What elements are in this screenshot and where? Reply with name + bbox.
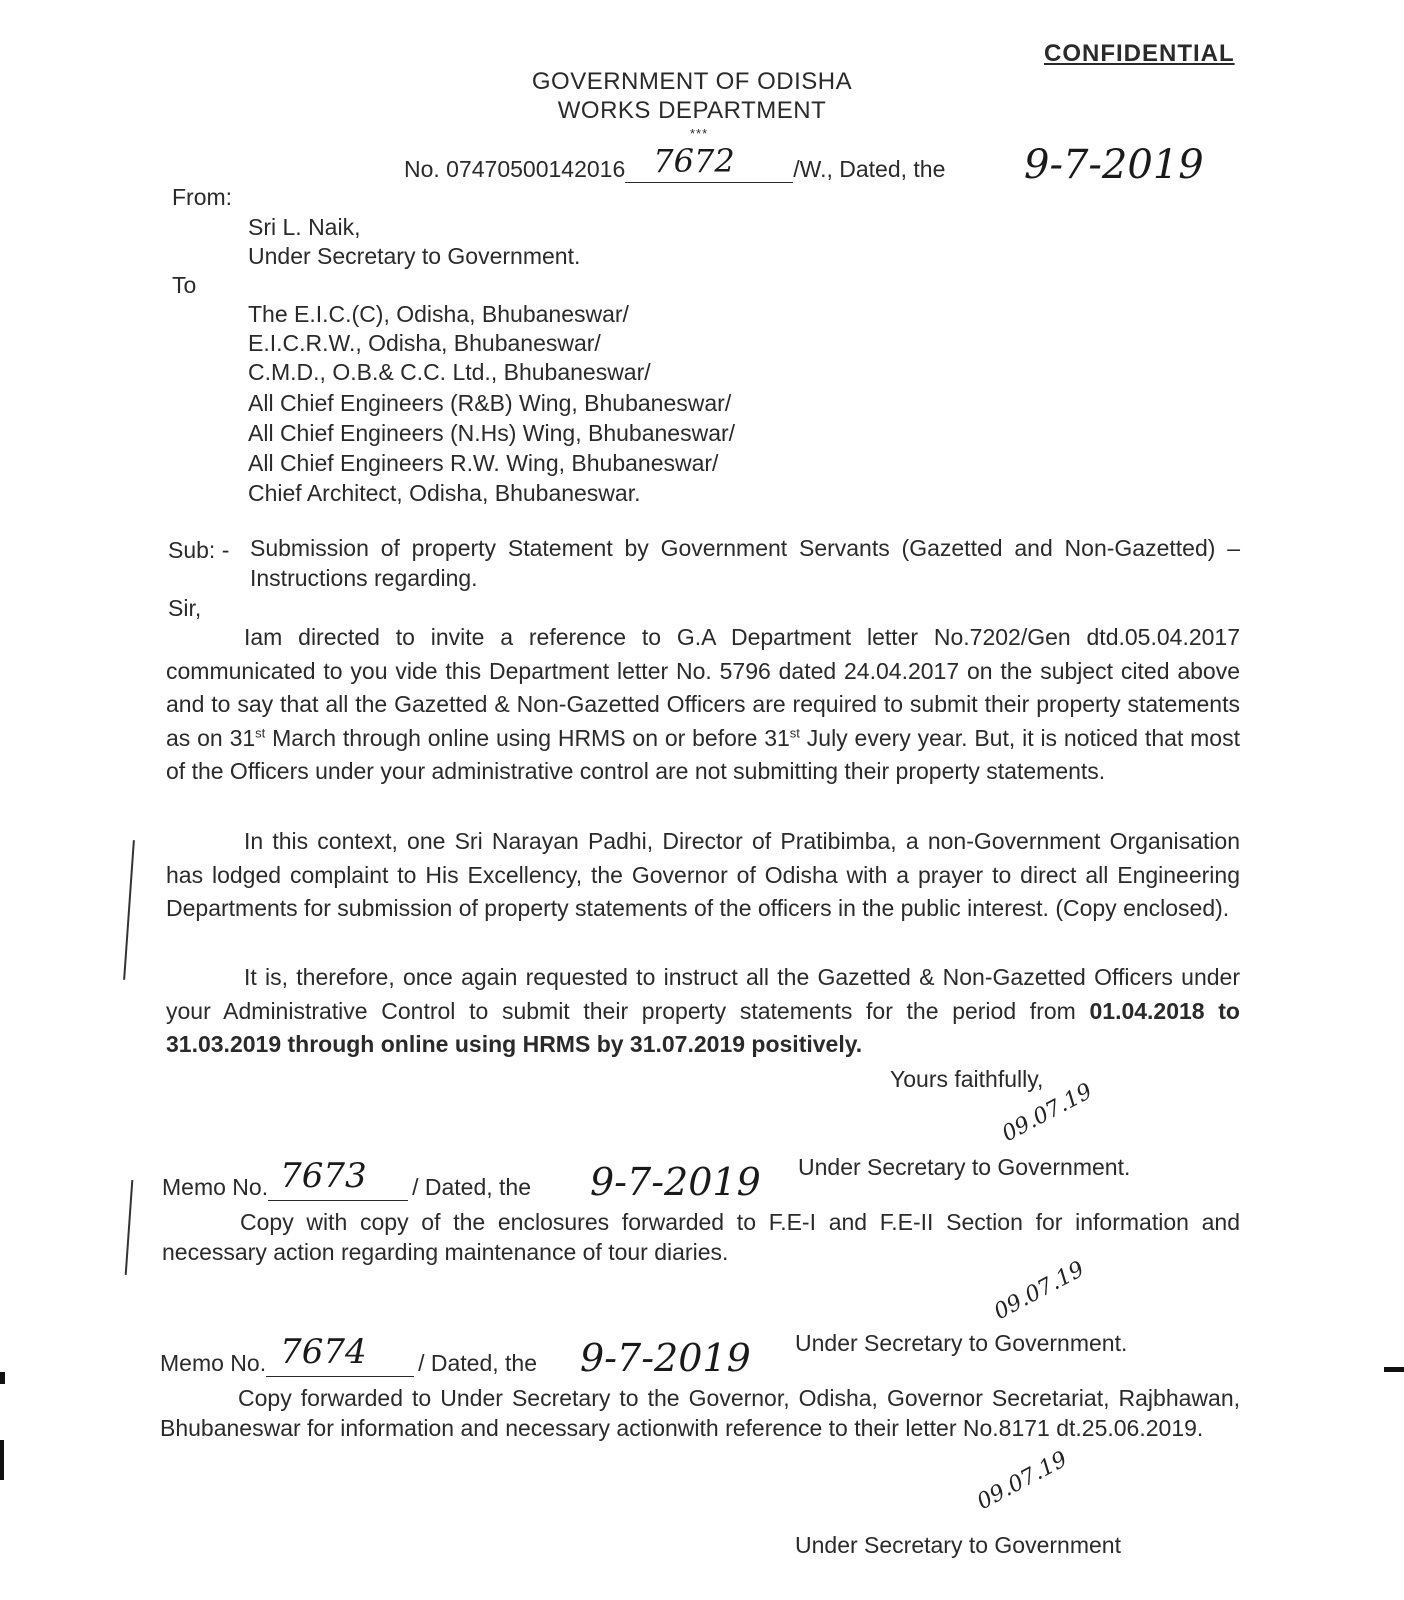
reference-suffix: /W., Dated, the <box>793 156 946 182</box>
margin-mark-2 <box>125 1180 134 1275</box>
edge-mark-left-2 <box>0 1440 4 1480</box>
body-paragraph-2: In this context, one Sri Narayan Padhi, Director of Pratibimba, a non-Government Organisation has lodged complaint to His Excellency, the Governor of Odisha with a prayer to direct all Engineering Departments for submission of property statements of the officers in the public interest. (Copy enclosed). <box>166 828 1240 921</box>
memo-2-dated-label: / Dated, the <box>418 1350 538 1376</box>
memo-1-date: 9-7-2019 <box>590 1160 761 1204</box>
body-paragraph-3: It is, therefore, once again requested to instruct all the Gazetted & Non-Gazetted Officers under your Administrative Control to submit their property statements for the period from 01.04.2018 to 31.03.2019 through online using HRMS by 31.07.2019 positively. <box>166 964 1240 1057</box>
signature-role-1: Under Secretary to Government. <box>798 1154 1131 1180</box>
memo-1-number: 7673 <box>280 1156 367 1196</box>
memo-1-dated-label: / Dated, the <box>412 1174 532 1200</box>
confidential-label: CONFIDENTIAL <box>1044 40 1235 67</box>
department-name: WORKS DEPARTMENT <box>557 97 827 124</box>
memo-2-number: 7674 <box>280 1332 367 1372</box>
signature-3: 09.07.19 <box>973 1446 1072 1515</box>
margin-mark-1 <box>123 840 135 980</box>
signature-role-final: Under Secretary to Government <box>795 1532 1121 1558</box>
government-name: GOVERNMENT OF ODISHA <box>531 68 853 95</box>
edge-mark-right <box>1384 1367 1404 1372</box>
recipient-3: C.M.D., O.B.& C.C. Ltd., Bhubaneswar/ <box>248 359 651 385</box>
subject-text: Submission of property Statement by Government Servants (Gazetted and Non-Gazetted) –Instructions regarding. <box>250 535 1240 591</box>
recipient-1: The E.I.C.(C), Odisha, Bhubaneswar/ <box>248 301 629 327</box>
salutation: Sir, <box>168 595 202 621</box>
signature-2: 09.07.19 <box>990 1256 1089 1325</box>
recipient-6: All Chief Engineers R.W. Wing, Bhubaneswar/ <box>248 450 719 476</box>
header-stars: *** <box>690 126 709 141</box>
to-label: To <box>172 272 197 298</box>
memo-2-prefix: Memo No. <box>160 1350 267 1376</box>
subject-label: Sub: - <box>168 537 230 563</box>
memo-1-line <box>162 1156 532 1201</box>
from-designation: Under Secretary to Government. <box>248 243 581 269</box>
memo-2-date: 9-7-2019 <box>580 1336 751 1380</box>
signature-1: 09.07.19 <box>998 1078 1097 1147</box>
recipient-2: E.I.C.R.W., Odisha, Bhubaneswar/ <box>248 330 601 356</box>
signature-role-2: Under Secretary to Government. <box>795 1330 1128 1356</box>
recipient-5: All Chief Engineers (N.Hs) Wing, Bhubaneswar/ <box>248 420 736 446</box>
memo-2-line <box>160 1332 538 1377</box>
body-paragraph-1: Iam directed to invite a reference to G.A Department letter No.7202/Gen dtd.05.04.2017 communicated to you vide this Department letter No. 5796 dated 24.04.2017 on the subject cited above and to say that all the Gazetted & Non-Gazetted Officers are required to submit their property statements as on 31st March through online using HRMS on or before 31st July every year. But, it is noticed that most of the Officers under your administrative control are not submitting their property statements. <box>166 624 1240 784</box>
memo-2-text: Copy forwarded to Under Secretary to the Governor, Odisha, Governor Secretariat, Rajbhawan, Bhubaneswar for information and necessary actionwith reference to their letter No.8171 dt.25.06.2019. <box>160 1385 1240 1441</box>
from-label: From: <box>172 184 233 210</box>
recipient-7: Chief Architect, Odisha, Bhubaneswar. <box>248 480 641 506</box>
reference-prefix: No. 07470500142016 <box>404 156 626 182</box>
reference-number: 7672 <box>653 142 735 180</box>
recipient-4: All Chief Engineers (R&B) Wing, Bhubaneswar/ <box>248 390 732 416</box>
memo-1-prefix: Memo No. <box>162 1174 269 1200</box>
reference-date: 9-7-2019 <box>1024 142 1204 188</box>
from-name: Sri L. Naik, <box>248 214 361 240</box>
reference-line <box>404 142 946 183</box>
memo-1-text: Copy with copy of the enclosures forwarded to F.E-I and F.E-II Section for information and necessary action regarding maintenance of tour diaries. <box>162 1209 1240 1265</box>
closing: Yours faithfully, <box>890 1066 1044 1092</box>
edge-mark-left-1 <box>0 1372 5 1384</box>
